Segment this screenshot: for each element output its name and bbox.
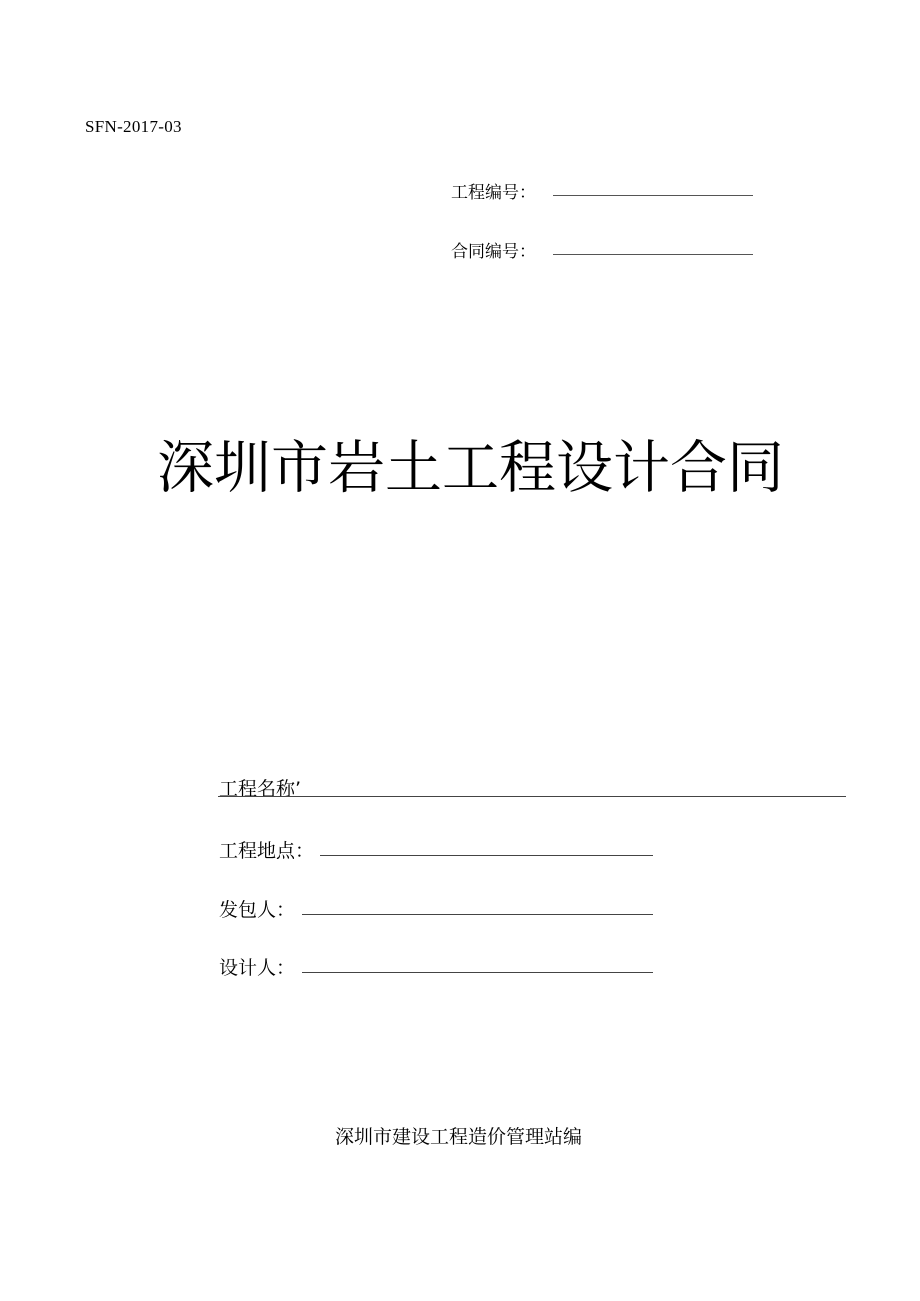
project-location-field[interactable] xyxy=(320,855,653,856)
project-number-label: 工程编号： xyxy=(451,183,536,203)
publisher-footer: 深圳市建设工程造价管理站编 xyxy=(335,1126,583,1148)
document-title: 深圳市岩土工程设计合同 xyxy=(157,435,784,501)
designer-field[interactable] xyxy=(302,972,653,973)
project-name-label: 工程名称’ xyxy=(219,778,302,800)
employer-field[interactable] xyxy=(302,914,653,915)
project-name-field[interactable] xyxy=(218,796,846,797)
contract-number-label: 合同编号： xyxy=(451,242,536,262)
contract-number-field[interactable] xyxy=(553,254,753,255)
designer-label: 设计人： xyxy=(219,957,296,979)
document-code: SFN-2017-03 xyxy=(85,117,182,136)
employer-label: 发包人： xyxy=(219,899,296,921)
project-number-field[interactable] xyxy=(553,195,753,196)
project-location-label: 工程地点： xyxy=(219,840,315,862)
